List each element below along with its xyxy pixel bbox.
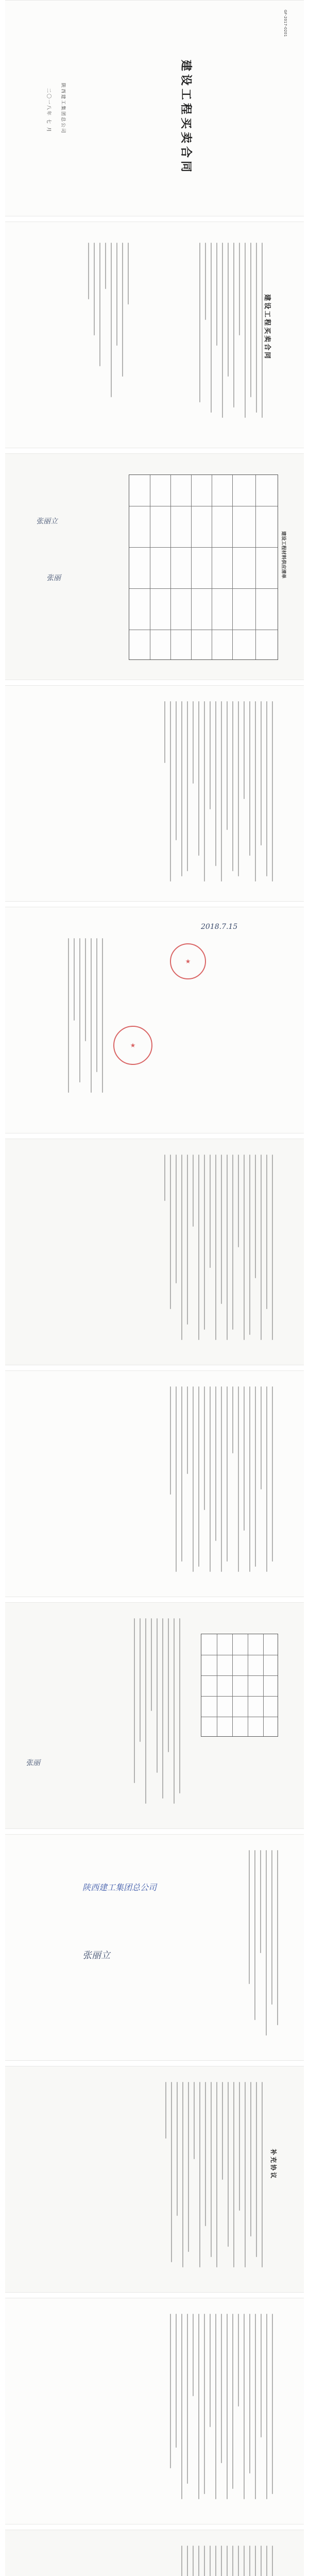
buyer-organization: 陕西建工集团总公司	[60, 83, 65, 134]
supplementary-page	[5, 2066, 304, 2293]
agreement-text-lines-lower	[26, 243, 129, 418]
agreement-title: 建设工程买卖合同	[263, 294, 271, 361]
clauses-page-4	[5, 2298, 304, 2524]
clauses-page-1	[5, 685, 304, 902]
signature-2: 张丽	[46, 574, 61, 582]
clauses-text-lines-5	[36, 2546, 273, 2576]
goods-table-page	[5, 453, 304, 680]
blue-seal-text: 陕西建工集团总公司	[82, 1883, 157, 1892]
contract-title: 建设工程买卖合同	[179, 60, 193, 176]
supplementary-title: 补充协议	[270, 2149, 277, 2180]
document-scan-strip	[5, 0, 304, 2576]
delivery-text-lines	[67, 1618, 180, 1814]
handwritten-note: 张丽	[26, 1759, 40, 1767]
clauses-page-3	[5, 1370, 304, 1597]
clauses-text-lines-2	[36, 1155, 273, 1350]
clauses-text-lines-4	[36, 2314, 273, 2510]
clauses-text-lines-3	[36, 1386, 273, 1582]
signature-text-lines	[21, 938, 103, 1108]
company-stamp-1: ★	[170, 943, 206, 979]
supplementary-text-lines	[36, 2082, 263, 2278]
delivery-table-page	[5, 1602, 304, 1829]
signature-page	[5, 907, 304, 1133]
company-stamp-2: ★	[113, 1026, 152, 1065]
cover-date: 二〇一八年 七 月	[46, 88, 51, 133]
acceptance-page	[5, 1834, 304, 2061]
handwritten-signature: 张丽立	[82, 1950, 110, 1961]
signature-1: 张丽立	[36, 517, 58, 526]
goods-table	[129, 474, 278, 660]
clauses-page-5	[5, 2530, 304, 2576]
document-code: GF-2017-0201	[283, 10, 287, 37]
clauses-text-lines	[36, 701, 273, 887]
table-caption: 建设工程材料供应清单	[281, 531, 286, 579]
agreement-page	[5, 222, 304, 448]
delivery-table	[201, 1634, 278, 1737]
acceptance-text-lines	[196, 1850, 278, 2046]
clauses-page-2	[5, 1139, 304, 1365]
cover-page	[5, 0, 304, 216]
handwritten-date: 2018.7.15	[201, 923, 238, 931]
agreement-text-lines	[149, 243, 263, 428]
